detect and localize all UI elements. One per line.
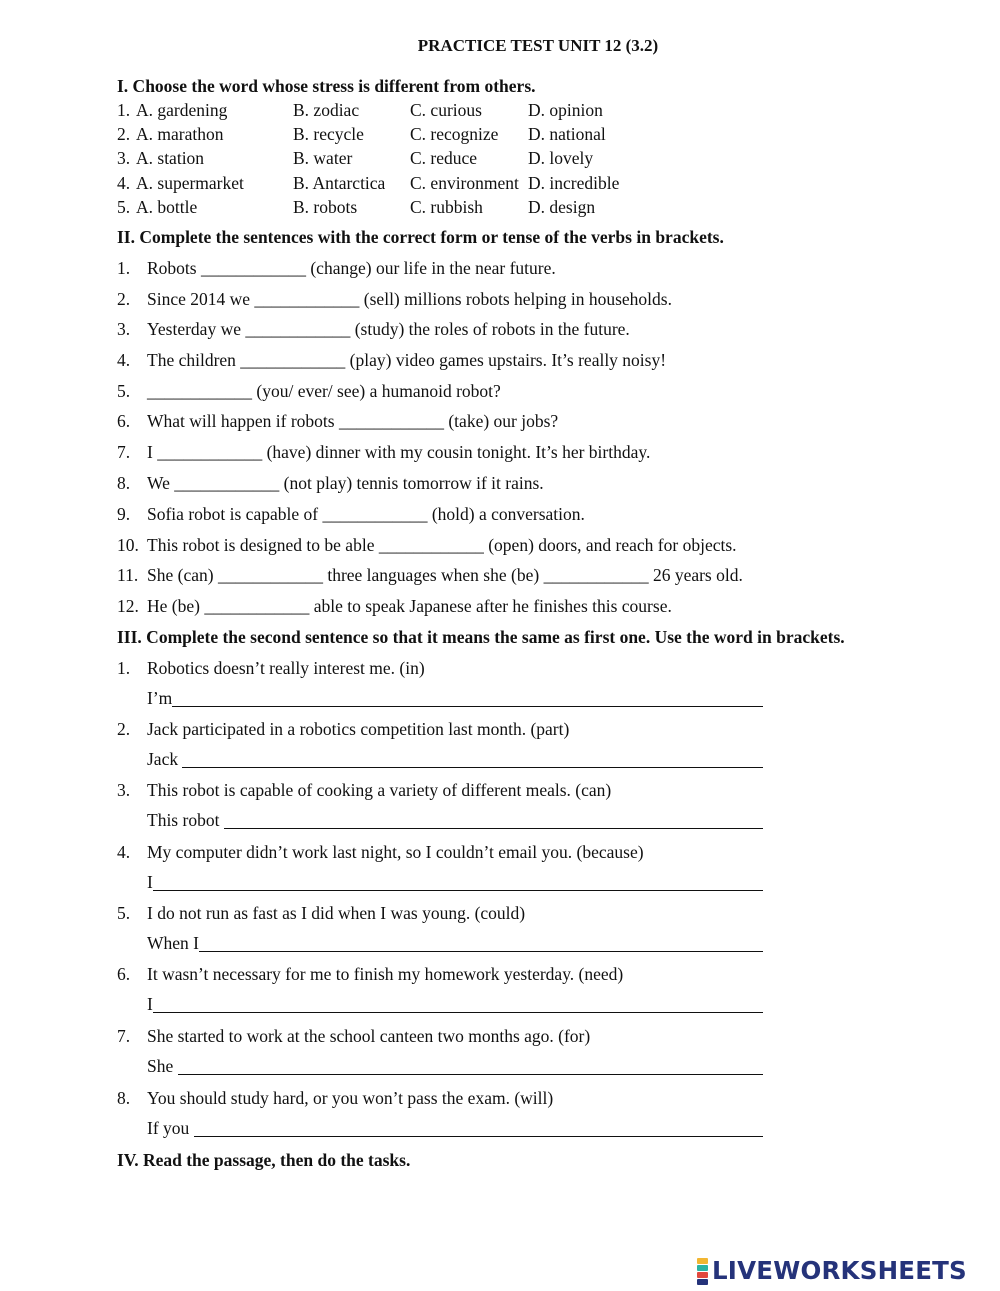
sentence-line — [147, 318, 630, 340]
sentence-line — [147, 380, 501, 402]
item-number: 7. — [117, 442, 131, 462]
sentence-after-text: (you/ ever/ see) a humanoid robot? — [252, 381, 501, 401]
question-number: 1. — [117, 100, 131, 120]
item-number: 12. — [117, 596, 139, 616]
answer-line[interactable] — [224, 810, 763, 829]
sentence-middle-text: three languages when she (be) — [322, 565, 544, 585]
answer-blank[interactable]: ____________ — [245, 319, 351, 339]
item-number: 4. — [117, 842, 131, 862]
answer-blank[interactable]: ____________ — [378, 535, 484, 555]
answer-blank[interactable]: ____________ — [543, 565, 649, 585]
answer-option-d[interactable]: D. opinion — [528, 100, 603, 120]
item-number: 3. — [117, 319, 131, 339]
sentence-after-text: 26 years old. — [648, 565, 743, 585]
section-2-heading: II. Complete the sentences with the correct form or tense of the verbs in brackets. — [117, 227, 724, 247]
rewrite-start-text: I — [147, 994, 153, 1014]
answer-option-a[interactable]: A. bottle — [136, 197, 198, 217]
sentence-after-text: (not play) tennis tomorrow if it rains. — [279, 473, 544, 493]
sentence-line — [147, 410, 558, 432]
sentence-after-text: (change) our life in the near future. — [305, 258, 556, 278]
answer-blank[interactable]: ____________ — [174, 473, 280, 493]
item-number: 1. — [117, 258, 131, 278]
logo-bar — [697, 1265, 708, 1271]
answer-blank[interactable]: ____________ — [157, 442, 263, 462]
answer-blank[interactable]: ____________ — [254, 289, 360, 309]
item-number: 11. — [117, 565, 139, 585]
original-sentence: Robotics doesn’t really interest me. (in) — [147, 658, 425, 678]
original-sentence: Jack participated in a robotics competition last month. (part) — [147, 719, 570, 739]
original-sentence: I do not run as fast as I did when I was young. (could) — [147, 903, 526, 923]
sentence-after-text: (sell) millions robots helping in households. — [359, 289, 672, 309]
original-sentence: She started to work at the school canteen two months ago. (for) — [147, 1026, 591, 1046]
rewrite-row — [147, 687, 763, 709]
answer-option-b[interactable]: B. water — [293, 148, 353, 168]
answer-blank[interactable]: ____________ — [240, 350, 346, 370]
section-1-heading: I. Choose the word whose stress is different from others. — [117, 76, 536, 96]
sentence-line — [147, 288, 672, 310]
sentence-after-text: able to speak Japanese after he finishes this course. — [309, 596, 672, 616]
rewrite-row — [147, 1117, 763, 1139]
original-sentence: My computer didn’t work last night, so I couldn’t email you. (because) — [147, 842, 644, 862]
sentence-after-text: (play) video games upstairs. It’s really noisy! — [345, 350, 667, 370]
item-number: 5. — [117, 903, 131, 923]
sentence-before-text: Robots — [147, 258, 201, 278]
sentence-line — [147, 534, 737, 556]
item-number: 8. — [117, 1088, 131, 1108]
item-number: 3. — [117, 780, 131, 800]
answer-option-b[interactable]: B. Antarctica — [293, 173, 386, 193]
item-number: 4. — [117, 350, 131, 370]
sentence-after-text: (have) dinner with my cousin tonight. It’s her birthday. — [262, 442, 651, 462]
answer-option-c[interactable]: C. environment — [410, 173, 519, 193]
answer-option-d[interactable]: D. national — [528, 124, 606, 144]
answer-line[interactable] — [153, 872, 763, 891]
answer-blank[interactable]: ____________ — [147, 381, 252, 401]
section-3-heading: III. Complete the second sentence so that it means the same as first one. Use the word in brackets. — [117, 627, 845, 647]
item-number: 6. — [117, 964, 131, 984]
rewrite-row — [147, 871, 763, 893]
rewrite-start-text: I’m — [147, 688, 173, 708]
answer-line[interactable] — [182, 749, 763, 768]
answer-option-b[interactable]: B. robots — [293, 197, 358, 217]
sentence-before-text: He (be) — [147, 596, 205, 616]
sentence-after-text: (take) our jobs? — [443, 411, 559, 431]
logo-bar — [697, 1272, 708, 1278]
logo-text: LIVEWORKSHEETS — [712, 1256, 967, 1285]
answer-option-a[interactable]: A. gardening — [136, 100, 228, 120]
question-number: 4. — [117, 173, 131, 193]
item-number: 2. — [117, 289, 131, 309]
rewrite-start-text: If you — [147, 1118, 194, 1138]
sentence-before-text: Since 2014 we — [147, 289, 255, 309]
answer-option-b[interactable]: B. zodiac — [293, 100, 360, 120]
liveworksheets-logo — [697, 1256, 967, 1286]
rewrite-start-text: She — [147, 1056, 178, 1076]
answer-option-d[interactable]: D. incredible — [528, 173, 620, 193]
answer-line[interactable] — [172, 688, 763, 707]
sentence-before-text: I — [147, 442, 158, 462]
logo-mark-icon — [697, 1258, 708, 1285]
item-number: 9. — [117, 504, 131, 524]
answer-blank[interactable]: ____________ — [204, 596, 310, 616]
section-4-heading: IV. Read the passage, then do the tasks. — [117, 1150, 411, 1170]
answer-option-d[interactable]: D. lovely — [528, 148, 594, 168]
answer-option-c[interactable]: C. curious — [410, 100, 482, 120]
sentence-line — [147, 564, 743, 586]
answer-line[interactable] — [194, 1118, 763, 1137]
answer-option-d[interactable]: D. design — [528, 197, 596, 217]
answer-blank[interactable]: ____________ — [338, 411, 444, 431]
sentence-line — [147, 349, 666, 371]
item-number: 10. — [117, 535, 139, 555]
answer-line[interactable] — [153, 994, 763, 1013]
rewrite-row — [147, 993, 763, 1015]
original-sentence: This robot is capable of cooking a variety of different meals. (can) — [147, 780, 612, 800]
sentence-after-text: (hold) a conversation. — [427, 504, 585, 524]
sentence-before-text: She (can) — [147, 565, 218, 585]
sentence-line — [147, 472, 544, 494]
sentence-line — [147, 441, 650, 463]
rewrite-row — [147, 809, 763, 831]
logo-bar — [697, 1258, 708, 1264]
sentence-line — [147, 257, 556, 279]
answer-option-c[interactable]: C. rubbish — [410, 197, 483, 217]
sentence-after-text: (study) the roles of robots in the future. — [350, 319, 630, 339]
rewrite-start-text: I — [147, 872, 153, 892]
item-number: 8. — [117, 473, 131, 493]
question-number: 2. — [117, 124, 131, 144]
answer-blank[interactable]: ____________ — [217, 565, 323, 585]
sentence-after-text: (open) doors, and reach for objects. — [483, 535, 737, 555]
rewrite-row — [147, 932, 763, 954]
question-number: 3. — [117, 148, 131, 168]
question-number: 5. — [117, 197, 131, 217]
rewrite-start-text: This robot — [147, 810, 224, 830]
sentence-before-text: This robot is designed to be able — [147, 535, 379, 555]
item-number: 1. — [117, 658, 131, 678]
logo-bar — [697, 1279, 708, 1285]
item-number: 2. — [117, 719, 131, 739]
answer-option-a[interactable]: A. marathon — [136, 124, 224, 144]
answer-blank[interactable]: ____________ — [200, 258, 306, 278]
sentence-before-text: The children — [147, 350, 241, 370]
sentence-before-text: Yesterday we — [147, 319, 246, 339]
sentence-line — [147, 503, 585, 525]
sentence-before-text: We — [147, 473, 175, 493]
answer-blank[interactable]: ____________ — [322, 504, 428, 524]
answer-option-a[interactable]: A. station — [136, 148, 205, 168]
original-sentence: You should study hard, or you won’t pass the exam. (will) — [147, 1088, 554, 1108]
rewrite-row — [147, 1055, 763, 1077]
answer-option-c[interactable]: C. reduce — [410, 148, 478, 168]
page-title: PRACTICE TEST UNIT 12 (3.2) — [417, 36, 659, 55]
sentence-line — [147, 595, 672, 617]
answer-line[interactable] — [199, 933, 763, 952]
rewrite-row — [147, 748, 763, 770]
rewrite-start-text: Jack — [147, 749, 183, 769]
sentence-before-text: What will happen if robots — [147, 411, 339, 431]
original-sentence: It wasn’t necessary for me to finish my homework yesterday. (need) — [147, 964, 624, 984]
answer-option-c[interactable]: C. recognize — [410, 124, 499, 144]
item-number: 7. — [117, 1026, 131, 1046]
answer-line[interactable] — [178, 1056, 763, 1075]
answer-option-a[interactable]: A. supermarket — [136, 173, 244, 193]
item-number: 5. — [117, 381, 131, 401]
answer-option-b[interactable]: B. recycle — [293, 124, 364, 144]
rewrite-start-text: When I — [147, 933, 199, 953]
sentence-before-text: Sofia robot is capable of — [147, 504, 323, 524]
item-number: 6. — [117, 411, 131, 431]
